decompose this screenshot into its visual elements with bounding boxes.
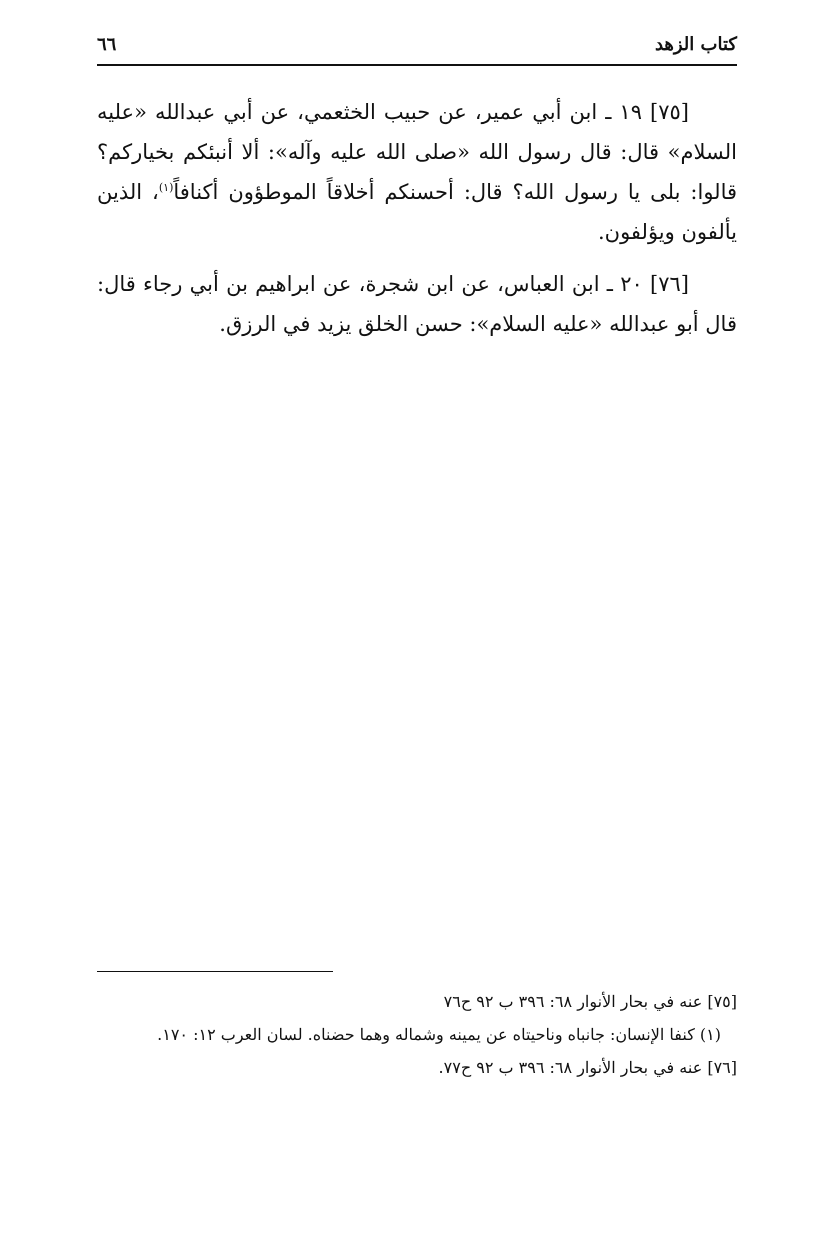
footnote-reference: (١) [158,181,174,194]
footnote-separator [97,971,333,972]
footnote-explanation-1: (١) كنفا الإنسان: جانباه وناحيتاه عن يمينه وشماله وهما حضناه. لسان العرب ١٢: ١٧٠. [157,1025,721,1044]
footnote-source-76: [٧٦] عنه في بحار الأنوار ٦٨: ٣٩٦ ب ٩٢ ح٧٧. [438,1058,737,1077]
hadith-paragraph-76: [٧٦] ٢٠ ـ ابن العباس، عن ابن شجرة، عن ابراهيم بن أبي رجاء قال: قال أبو عبدالله «عليه السلام»: حسن الخلق يزيد في الرزق. [97,272,737,336]
running-header [97,30,737,66]
hadith-75-ending: ، الذين يألفون ويؤلفون. [97,180,737,244]
page-number: ٦٦ [97,34,117,55]
hadith-75-text: [٧٥] ١٩ ـ ابن أبي عمير، عن حبيب الخثعمي، عن أبي عبدالله «عليه السلام» قال: قال رسول الله «صلى الله عليه وآله»: ألا أنبئكم بخياركم؟ قالوا: بلى يا رسول الله؟ قال: أحسنكم أخلاقاً الموطؤون أكنافاً [97,100,738,204]
hadith-paragraph-75 [97,92,737,252]
book-title: كتاب الزهد [654,34,737,55]
footnote-source-75: [٧٥] عنه في بحار الأنوار ٦٨: ٣٩٦ ب ٩٢ ح٧٦ [443,992,737,1011]
book-page [97,30,737,1230]
footnotes [97,985,737,1084]
main-text [97,92,737,356]
